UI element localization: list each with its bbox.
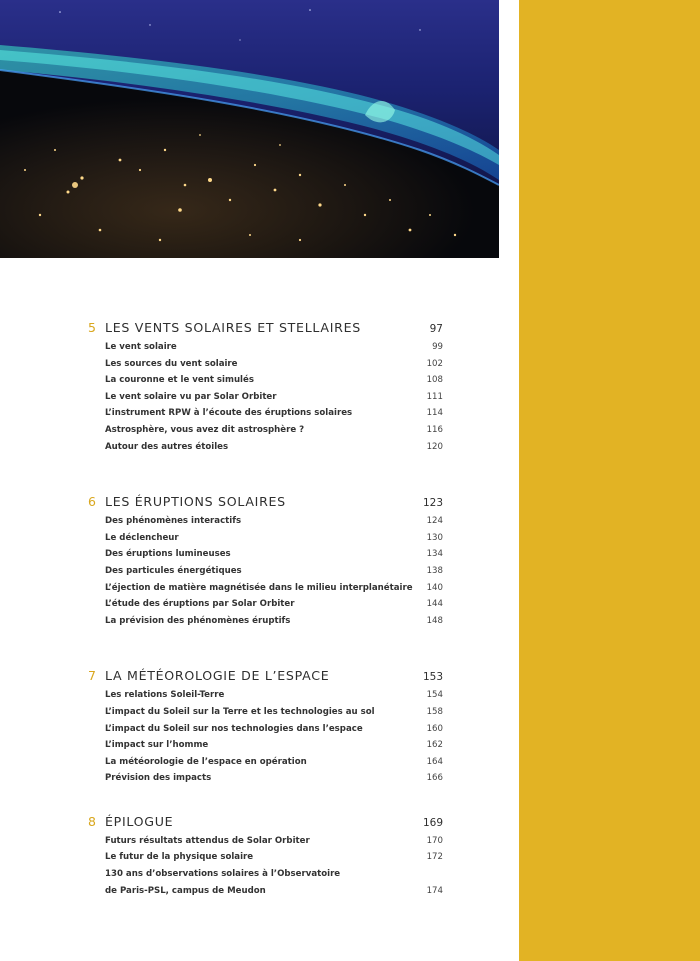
entry-title: La couronne et le vent simulés: [105, 375, 254, 386]
chapter-number: 6: [88, 494, 96, 510]
toc-entry[interactable]: [88, 513, 443, 530]
entry-page: 148: [426, 615, 443, 626]
toc-entry[interactable]: [88, 833, 443, 850]
entry-page: 134: [426, 549, 443, 560]
entry-page: 166: [426, 773, 443, 784]
entry-page: 111: [426, 391, 443, 402]
toc-entry[interactable]: [88, 356, 443, 373]
entry-page: 108: [426, 375, 443, 386]
table-of-contents: [88, 318, 443, 899]
entry-page: 158: [426, 706, 443, 717]
chapter-title: LES VENTS SOLAIRES ET STELLAIRES: [105, 320, 361, 335]
chapter-number: 5: [88, 320, 96, 335]
chapter-number: 7: [88, 668, 96, 684]
entry-title: Astrosphère, vous avez dit astrosphère ?: [105, 424, 305, 435]
toc-entry[interactable]: [88, 770, 443, 787]
toc-entry[interactable]: [88, 372, 443, 389]
earth-aurora-photo: [0, 0, 499, 258]
entry-title: L’étude des éruptions par Solar Orbiter: [105, 599, 295, 610]
chapter-page: 97: [429, 323, 443, 335]
entry-page: 154: [426, 690, 443, 701]
entry-page: 172: [426, 852, 443, 863]
toc-entry[interactable]: [88, 405, 443, 422]
gold-side-band: [519, 0, 700, 961]
chapter-5: [88, 318, 443, 455]
toc-entry[interactable]: [88, 563, 443, 580]
entry-page: 160: [426, 723, 443, 734]
chapter-page: 153: [422, 671, 443, 684]
chapter-heading[interactable]: [88, 492, 443, 512]
chapter-page: 123: [422, 497, 443, 510]
entry-page: 162: [426, 740, 443, 751]
toc-entry[interactable]: [88, 849, 443, 866]
chapter-entries: [88, 513, 443, 629]
chapter-entries: [88, 833, 443, 899]
entry-title: L’impact du Soleil sur la Terre et les technologies au sol: [105, 706, 375, 717]
toc-entry[interactable]: [88, 530, 443, 547]
entry-title: Le futur de la physique solaire: [105, 852, 254, 863]
toc-entry[interactable]: [88, 754, 443, 771]
toc-entry[interactable]: [88, 422, 443, 439]
entry-page: 138: [426, 565, 443, 576]
chapter-title: LES ÉRUPTIONS SOLAIRES: [105, 494, 286, 510]
toc-entry[interactable]: [88, 687, 443, 704]
entry-title: Autour des autres étoiles: [105, 441, 229, 452]
toc-entry[interactable]: [88, 613, 443, 630]
chapter-7: [88, 666, 443, 787]
entry-title: Le vent solaire vu par Solar Orbiter: [105, 391, 277, 402]
entry-page: 164: [426, 756, 443, 767]
toc-entry[interactable]: [88, 339, 443, 356]
toc-entry[interactable]: [88, 883, 443, 900]
toc-entry[interactable]: [88, 737, 443, 754]
entry-page: 144: [426, 599, 443, 610]
toc-entry[interactable]: [88, 389, 443, 406]
entry-page: 120: [426, 441, 443, 452]
entry-title: Les sources du vent solaire: [105, 358, 238, 369]
entry-title: L’impact sur l’homme: [105, 740, 209, 751]
toc-entry[interactable]: [88, 704, 443, 721]
chapter-page: 169: [422, 816, 443, 829]
chapter-6: [88, 492, 443, 629]
earth-aurora-illustration: [0, 0, 499, 258]
toc-entry[interactable]: [88, 546, 443, 563]
entry-title: Des éruptions lumineuses: [105, 549, 231, 560]
toc-entry[interactable]: [88, 721, 443, 738]
chapter-heading[interactable]: [88, 318, 443, 338]
toc-entry[interactable]: [88, 439, 443, 456]
entry-title: L’impact du Soleil sur nos technologies dans l’espace: [105, 723, 363, 734]
chapter-title: ÉPILOGUE: [105, 813, 174, 829]
entry-title: Futurs résultats attendus de Solar Orbiter: [105, 835, 310, 846]
entry-page: 116: [426, 424, 443, 435]
entry-title: de Paris-PSL, campus de Meudon: [105, 885, 266, 896]
entry-page: 174: [426, 885, 443, 896]
toc-entry[interactable]: [88, 866, 443, 883]
toc-entry[interactable]: [88, 580, 443, 597]
entry-title: La prévision des phénomènes éruptifs: [105, 615, 291, 626]
entry-title: L’instrument RPW à l’écoute des éruptions solaires: [105, 408, 353, 419]
entry-page: 114: [426, 408, 443, 419]
chapter-entries: [88, 687, 443, 787]
entry-title: Les relations Soleil-Terre: [105, 690, 225, 701]
entry-title: L’éjection de matière magnétisée dans le milieu interplanétaire: [105, 582, 413, 593]
chapter-heading[interactable]: [88, 666, 443, 686]
entry-title: Des phénomènes interactifs: [105, 516, 242, 527]
entry-page: 102: [426, 358, 443, 369]
entry-page: 99: [432, 342, 443, 352]
chapter-heading[interactable]: [88, 812, 443, 832]
entry-title: Prévision des impacts: [105, 773, 212, 784]
entry-title: La météorologie de l’espace en opération: [105, 756, 307, 767]
entry-page: 124: [426, 516, 443, 527]
entry-title: Le vent solaire: [105, 342, 177, 352]
chapter-title: LA MÉTÉOROLOGIE DE L’ESPACE: [105, 668, 330, 684]
chapter-8: [88, 812, 443, 899]
entry-title: Des particules énergétiques: [105, 565, 242, 576]
entry-title: Le déclencheur: [105, 532, 179, 543]
chapter-entries: [88, 339, 443, 455]
entry-page: 140: [426, 582, 443, 593]
entry-page: 170: [426, 835, 443, 846]
toc-entry[interactable]: [88, 596, 443, 613]
chapter-number: 8: [88, 813, 96, 829]
entry-page: 130: [426, 532, 443, 543]
entry-title: 130 ans d’observations solaires à l’Observatoire: [105, 869, 341, 880]
